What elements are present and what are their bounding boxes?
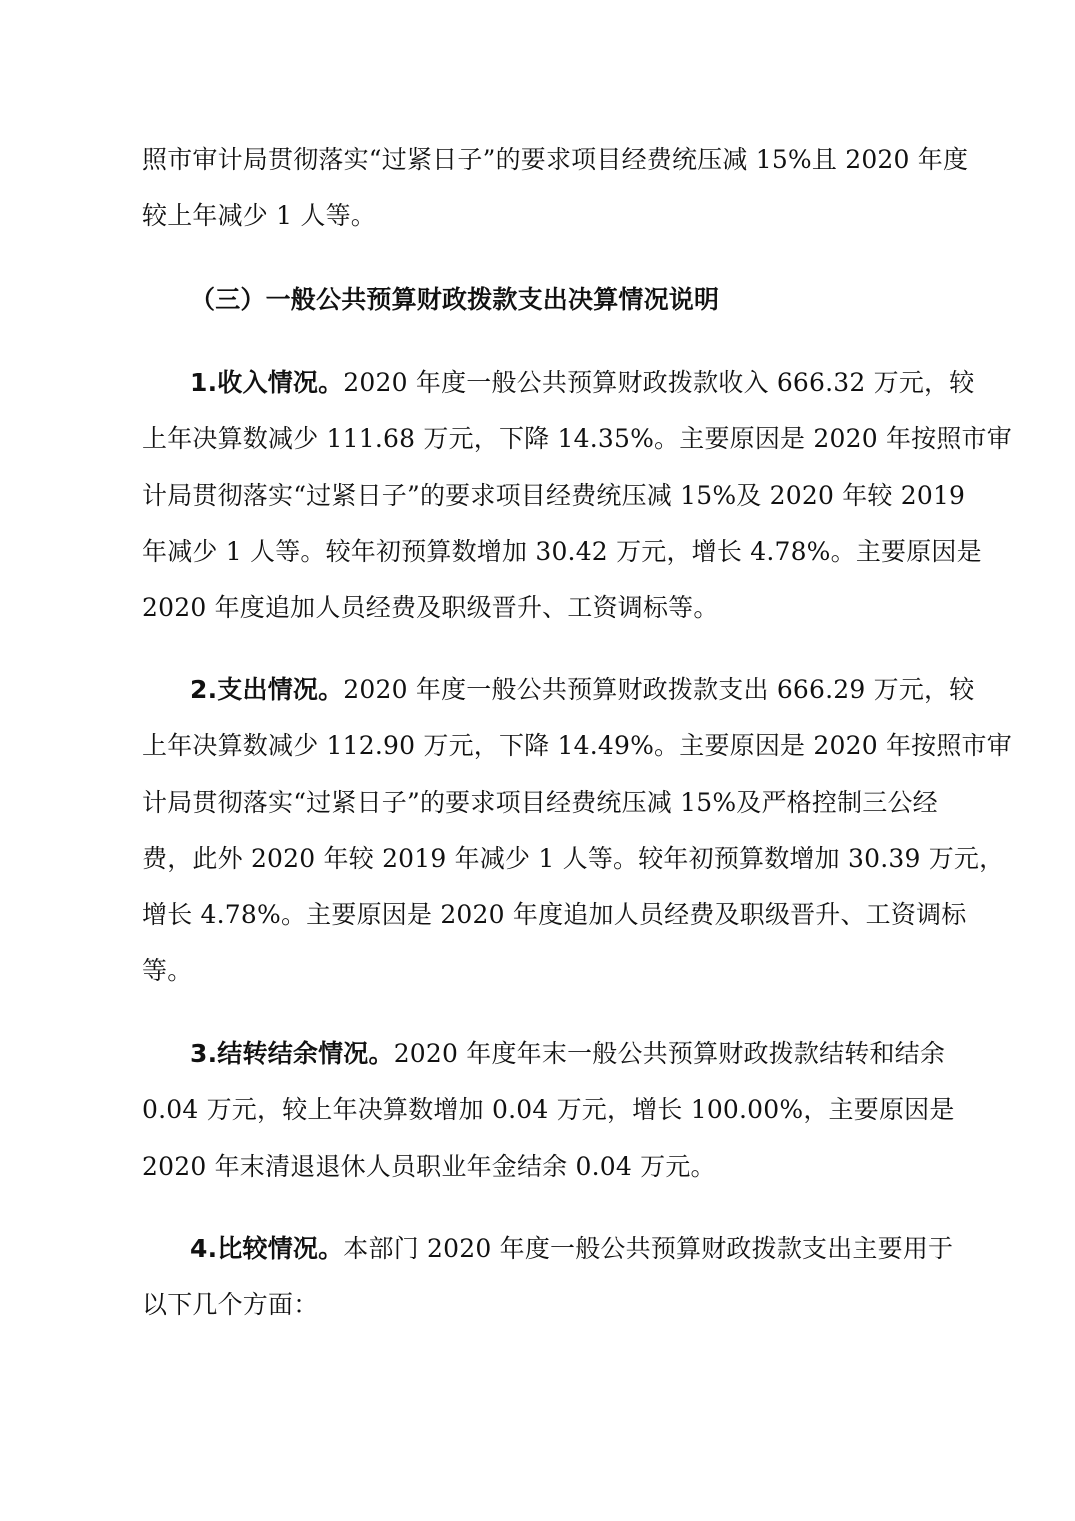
carryover-label: 3.结转结余情况。: [190, 1039, 394, 1068]
income-paragraph-line-1: [190, 366, 990, 400]
expenditure-line-6: 等。: [142, 956, 193, 985]
income-line-4: 年减少 1 人等。较年初预算数增加 30.42 万元，增长 4.78%。主要原因是: [142, 537, 982, 566]
income-line-3: 计局贯彻落实“过紧日子”的要求项目经费统压减 15%及 2020 年较 2019: [142, 481, 966, 510]
comparison-label: 4.比较情况。: [190, 1234, 344, 1263]
comparison-line-2: 以下几个方面：: [142, 1290, 319, 1319]
carryover-line-1-text: 2020 年度年末一般公共预算财政拨款结转和结余: [393, 1039, 946, 1068]
comparison-paragraph-line-1: [190, 1232, 990, 1266]
expenditure-line-5: 增长 4.78%。主要原因是 2020 年度追加人员经费及职级晋升、工资调标: [142, 900, 967, 929]
carryover-paragraph-line-1: [190, 1037, 990, 1071]
income-line-1-text: 2020 年度一般公共预算财政拨款收入 666.32 万元，较: [343, 368, 975, 397]
income-line-2: 上年决算数减少 111.68 万元，下降 14.35%。主要原因是 2020 年按照市审: [142, 424, 1012, 453]
expenditure-label: 2.支出情况。: [190, 675, 344, 704]
carryover-line-2: 0.04 万元，较上年决算数增加 0.04 万元，增长 100.00%，主要原因是: [142, 1095, 955, 1124]
expenditure-line-4: 费，此外 2020 年较 2019 年减少 1 人等。较年初预算数增加 30.39 万元，: [142, 844, 1005, 873]
section-heading: （三）一般公共预算财政拨款支出决算情况说明: [190, 285, 720, 314]
expenditure-paragraph-line-1: [190, 673, 990, 707]
expenditure-line-3: 计局贯彻落实“过紧日子”的要求项目经费统压减 15%及严格控制三公经: [142, 788, 938, 817]
income-label: 1.收入情况。: [190, 368, 344, 397]
comparison-line-1-text: 本部门 2020 年度一般公共预算财政拨款支出主要用于: [343, 1234, 954, 1263]
expenditure-line-2: 上年决算数减少 112.90 万元，下降 14.49%。主要原因是 2020 年按照市审: [142, 731, 1012, 760]
intro-line-1: 照市审计局贯彻落实“过紧日子”的要求项目经费统压减 15%且 2020 年度: [142, 145, 969, 174]
carryover-line-3: 2020 年末清退退休人员职业年金结余 0.04 万元。: [142, 1152, 716, 1181]
intro-line-2: 较上年减少 1 人等。: [142, 201, 377, 230]
expenditure-line-1-text: 2020 年度一般公共预算财政拨款支出 666.29 万元，较: [343, 675, 975, 704]
income-line-5: 2020 年度追加人员经费及职级晋升、工资调标等。: [142, 593, 719, 622]
